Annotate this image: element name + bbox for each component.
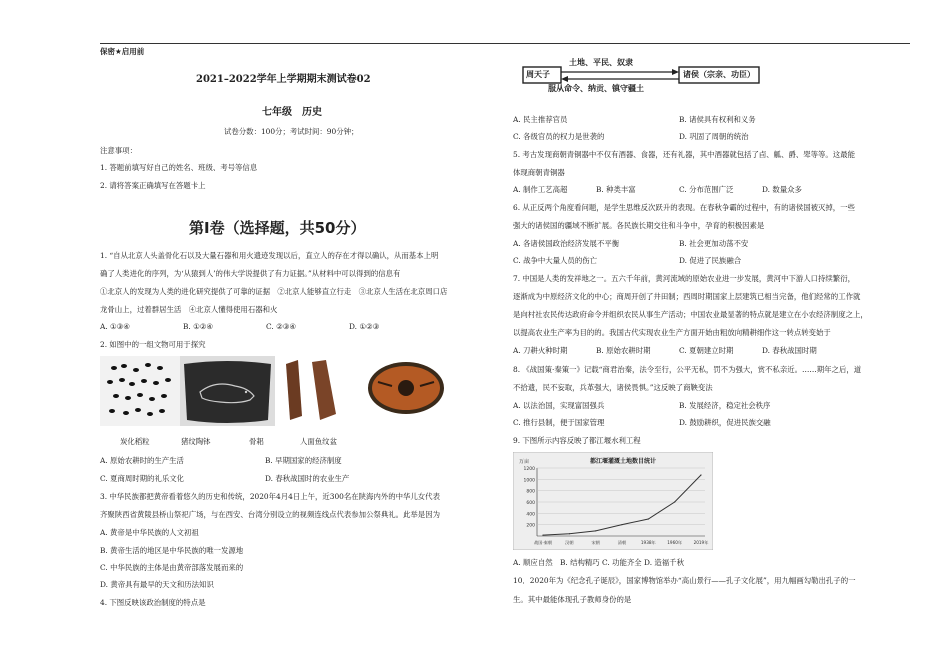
chart-title: 都江堰灌溉土地数目统计	[589, 458, 657, 465]
chart-ytick-label: 200	[526, 523, 535, 529]
q4-option-c: C. 各级官员的权力是世袭的	[513, 132, 605, 141]
diagram-left-box: 周天子	[526, 69, 550, 79]
chart-ytick-label: 800	[526, 489, 535, 495]
q1-line: 龙骨山上，过着群居生活 ④北京人懂得使用石器和火	[100, 305, 278, 314]
q9-stem: 9. 下图所示内容反映了都江堰水利工程	[513, 436, 641, 445]
q4-option-b: B. 诸侯具有权利和义务	[679, 115, 756, 124]
notice-item: 1. 答题前填写好自己的姓名、班级、考号等信息	[100, 163, 258, 172]
chart-xtick-label: 1960年	[667, 540, 683, 545]
q2-stem: 2. 如图中的一组文物可用于探究	[100, 340, 206, 349]
diagram-bottom-label: 服从命令、纳贡、镇守疆土	[548, 83, 644, 93]
q2-option-d: D. 春秋战国时的农业生产	[265, 474, 350, 483]
chart-xtick-label: 1938年	[640, 540, 656, 545]
q1-option-c: C. ②③④	[266, 322, 296, 331]
q4-stem: 4. 下图反映该政治制度的特点是	[100, 598, 206, 607]
q6-option-a: A. 各诸侯国政治经济发展不平衡	[513, 239, 620, 248]
q6-option-b: B. 社会更加动荡不安	[679, 239, 749, 248]
q3-option-d: D. 黄帝具有最早的天文和历法知识	[100, 580, 214, 589]
q6-line: 强大的诸侯国的疆域不断扩展。各民族长期交往和斗争中，孕育的积极因素是	[513, 221, 765, 230]
q5-line: 体现商朝青铜器	[513, 168, 565, 177]
q8-option-c: C. 推行县制，便于国家管理	[513, 418, 605, 427]
q8-option-a: A. 以法治国，实现富国强兵	[513, 401, 605, 410]
q1-line: 1. “自从北京人头盖骨化石以及大量石器和用火遗迹发现以后，直立人的存在才得以确认，从而基本上明	[100, 251, 439, 260]
q1-option-a: A. ①③④	[100, 322, 130, 331]
chart-xtick-label: 清朝	[617, 540, 627, 545]
q8-line: 8. 《战国策·秦策一》记载“商君治秦，法令至行，公平无私，罚不为强大，赏不私亲近。……期年之后，道	[513, 365, 862, 374]
q7-option-a: A. 刀耕火种时期	[513, 346, 568, 355]
irrigation-chart	[513, 452, 713, 550]
chart-ytick-label: 1200	[523, 467, 535, 472]
q7-option-b: B. 原始农耕时期	[596, 346, 651, 355]
q1-option-d: D. ①②③	[349, 322, 380, 331]
confidential-label: 保密★启用前	[100, 47, 145, 56]
chart-xtick-label: 2019年	[693, 540, 709, 545]
chart-ytick-label: 600	[526, 501, 535, 506]
caption-rice: 炭化稻粒	[120, 437, 150, 446]
q5-option-a: A. 制作工艺高超	[513, 185, 568, 194]
caption-pot: 猪纹陶钵	[181, 437, 211, 446]
chart-xtick-label: 汉朝	[565, 540, 574, 545]
q5-option-c: C. 分布范围广泛	[679, 185, 734, 194]
q7-option-c: C. 夏朝建立时期	[679, 346, 734, 355]
q2-option-a: A. 原始农耕时的生产生活	[100, 456, 184, 465]
q6-option-d: D. 促进了民族融合	[679, 256, 742, 265]
top-rule	[100, 43, 910, 44]
q5-option-b: B. 种类丰富	[596, 185, 636, 194]
q1-line: 确了人类进化的序列，为‘从猿到人’的伟大学说提供了有力证据。”从材料中可以得到的信息有	[100, 269, 401, 278]
exam-info: 试卷分数：100分；考试时间：90分钟；	[224, 127, 359, 136]
q4-option-d: D. 巩固了周朝的统治	[679, 132, 749, 141]
rice-grains-photo	[100, 356, 180, 426]
fish-face-basin-photo	[366, 358, 446, 422]
notice-head: 注意事项：	[100, 146, 137, 155]
chart-ylabel: 万亩	[519, 459, 530, 465]
q3-option-c: C. 中华民族的主体是由黄帝部落发展而来的	[100, 563, 244, 572]
q7-line: 以提高农业生产率为目的的。我国古代实现农业生产方面开始由粗放向精耕细作这一转点转变始于	[513, 328, 831, 337]
caption-basin: 人面鱼纹盆	[300, 437, 337, 446]
q8-line: 不拾遗，民不妄取，兵革强大，诸侯畏惧。”这反映了商鞅变法	[513, 383, 713, 392]
q3-line: 3. 中华民族都把黄帝看着悠久的历史和传统，2020年4月4日上午，近300名在陕海内外的中华儿女代表	[100, 492, 440, 501]
q6-option-c: C. 战争中大量人员的伤亡	[513, 256, 597, 265]
exam-title: 2021–2022学年上学期期末测试卷02	[196, 74, 371, 85]
section-title: 第Ⅰ卷（选择题，共50分）	[189, 219, 366, 237]
chart-xtick-label: 战国·秦朝	[533, 540, 553, 545]
q6-line: 6. 从正反两个角度看问题，是学生思维反次跃升的表现。在春秋争霸的过程中，有的诸侯国被灭掉，一些	[513, 203, 855, 212]
exam-subject: 七年级 历史	[262, 107, 322, 118]
q3-option-a: A. 黄帝是中华民族的人文初祖	[100, 528, 199, 537]
q2-option-b: B. 早期国家的经济制度	[265, 456, 342, 465]
q7-line: 逐渐成为中原经济文化的中心；商周开创了井田制；西周时期国家上层建筑已相当完备，他们经常的工作就	[513, 292, 861, 301]
q5-line: 5. 考古发现商朝青铜器中不仅有酒器、食器，还有礼器，其中酒器就包括了卣、觚、爵、斝等等。这最能	[513, 150, 855, 159]
chart-ytick-label: 1000	[523, 478, 535, 484]
q4-option-a: A. 民主推荐官员	[513, 115, 568, 124]
q5-option-d: D. 数量众多	[762, 185, 802, 194]
diagram-right-box: 诸侯（宗亲、功臣）	[683, 69, 755, 79]
notice-item: 2. 请将答案正确填写在答题卡上	[100, 181, 206, 190]
bone-spade-photo	[278, 356, 343, 426]
q1-line: ①北京人的发现为人类的进化研究提供了可靠的证据 ②北京人能够直立行走 ③北京人生活在北京周口店	[100, 287, 448, 296]
diagram-top-label: 土地、平民、奴隶	[569, 57, 633, 67]
q7-line: 7. 中国是人类的发祥地之一。五六千年前，黄河流域的原始农业进一步发展，黄河中下游人口持续繁衍，	[513, 274, 855, 283]
caption-spade: 骨耜	[249, 437, 264, 446]
pig-pattern-pot-photo	[180, 356, 275, 426]
q2-option-c: C. 夏商周时期的礼乐文化	[100, 474, 184, 483]
q7-option-d: D. 春秋战国时期	[762, 346, 817, 355]
q8-option-d: D. 鼓励耕织，促进民族交融	[679, 418, 771, 427]
q10-line: 生。其中最能体现孔子教师身份的是	[513, 595, 632, 604]
q3-line: 齐聚陕西省黄陵县桥山祭祀广场，与在西安、台湾分别设立的视频连线点代表参加公祭典礼。此举是因为	[100, 510, 440, 519]
q1-option-b: B. ①②④	[183, 322, 214, 331]
q8-option-b: B. 发展经济，稳定社会秩序	[679, 401, 771, 410]
chart-xtick-label: 宋朝	[591, 540, 600, 545]
q7-line: 是向村社农民传达政府命令并组织农民从事生产活动；中国农业最显著的特点就是建立在小农经济制度之上，	[513, 310, 868, 319]
q3-option-b: B. 黄帝生活的地区是中华民族的唯一发源地	[100, 546, 244, 555]
q9-options: A. 顺应自然 B. 结构精巧 C. 功能齐全 D. 造福千秋	[513, 558, 684, 567]
chart-ytick-label: 400	[526, 512, 535, 518]
q10-line: 10．2020年为《纪念孔子诞辰》，国家博物馆举办“高山景行——孔子文化展”，用九幅画勾勒出孔子的一	[513, 576, 856, 585]
